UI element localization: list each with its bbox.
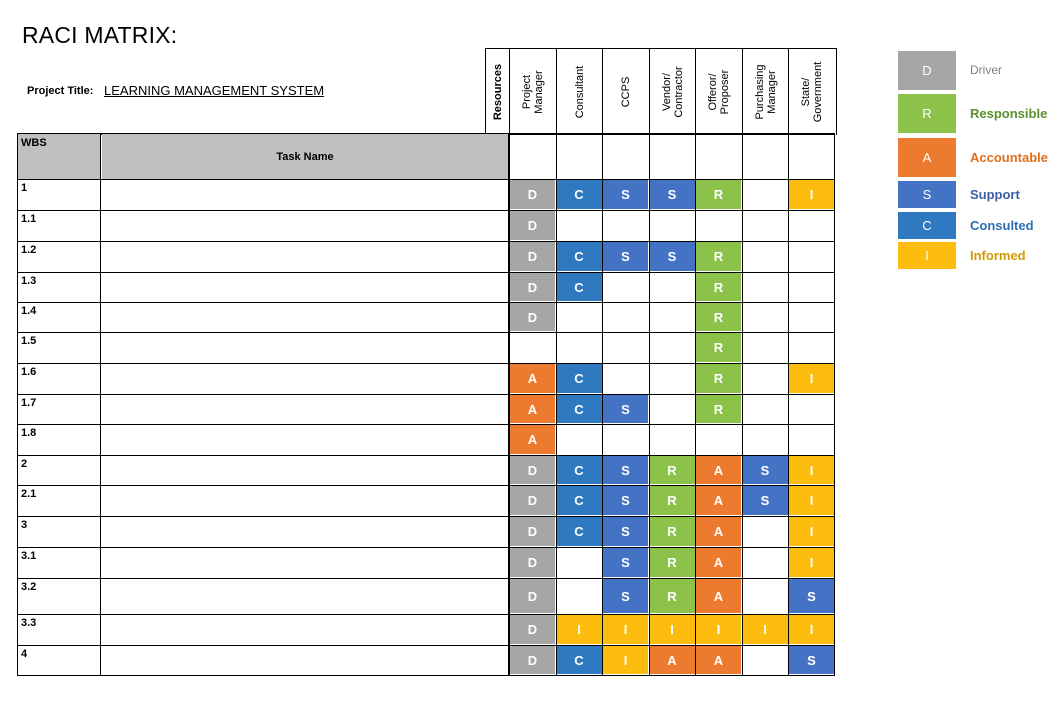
- raci-cell[interactable]: [743, 364, 788, 393]
- task-name-cell[interactable]: [102, 547, 509, 578]
- raci-cell[interactable]: R: [650, 548, 695, 577]
- raci-cell[interactable]: I: [789, 548, 834, 577]
- legend-label: Accountable: [970, 149, 1049, 165]
- raci-cell[interactable]: [603, 333, 648, 362]
- raci-cell[interactable]: [743, 548, 788, 577]
- raci-cell[interactable]: A: [696, 486, 741, 515]
- table-row: [17, 210, 835, 242]
- raci-cell[interactable]: [743, 211, 788, 240]
- raci-cell[interactable]: [603, 211, 648, 240]
- raci-cell[interactable]: [650, 425, 695, 454]
- raci-cell[interactable]: I: [743, 615, 788, 644]
- raci-cell[interactable]: [557, 303, 602, 331]
- raci-cell[interactable]: [557, 333, 602, 362]
- raci-cell[interactable]: [743, 579, 788, 613]
- table-row: [17, 455, 835, 486]
- column-header: [742, 48, 790, 135]
- raci-cell[interactable]: I: [603, 646, 648, 674]
- raci-cell[interactable]: R: [696, 395, 741, 423]
- raci-cell[interactable]: [743, 517, 788, 546]
- table-row: [17, 332, 835, 364]
- raci-cell[interactable]: [789, 425, 834, 454]
- legend-label: Driver: [970, 62, 1002, 77]
- resources-header: [485, 48, 510, 135]
- legend-swatch: S: [898, 181, 956, 208]
- raci-cell[interactable]: D: [510, 646, 555, 674]
- raci-cells: [509, 645, 835, 675]
- raci-cell[interactable]: [650, 303, 695, 331]
- raci-cell[interactable]: C: [557, 646, 602, 674]
- legend-label: Responsible: [970, 105, 1048, 121]
- raci-cell[interactable]: I: [603, 615, 648, 644]
- wbs-cell: 1.7: [17, 394, 101, 424]
- table-row: [17, 578, 835, 615]
- column-header-label: Purchasing Manager: [753, 64, 778, 120]
- raci-cells: [509, 394, 835, 424]
- raci-cell[interactable]: D: [510, 456, 555, 484]
- table-row: [17, 241, 835, 273]
- task-name-cell[interactable]: [102, 302, 509, 332]
- raci-cell[interactable]: [557, 211, 602, 240]
- raci-cell[interactable]: R: [696, 364, 741, 393]
- task-name-cell[interactable]: [102, 645, 509, 675]
- raci-cell[interactable]: D: [510, 517, 555, 546]
- task-name-cell[interactable]: [102, 210, 509, 241]
- raci-cell[interactable]: S: [743, 486, 788, 515]
- raci-cell[interactable]: [789, 333, 834, 362]
- wbs-cell: 3.2: [17, 578, 101, 614]
- raci-cell[interactable]: A: [650, 646, 695, 674]
- task-name-cell[interactable]: [102, 394, 509, 424]
- wbs-cell: 3.3: [17, 614, 101, 645]
- column-header-label: Consultant: [573, 65, 586, 119]
- raci-cell[interactable]: I: [789, 456, 834, 484]
- raci-cell[interactable]: A: [696, 579, 741, 613]
- legend-swatch: C: [898, 212, 956, 239]
- raci-cell[interactable]: S: [603, 486, 648, 515]
- table-row: [17, 424, 835, 456]
- wbs-cell: 2: [17, 455, 101, 485]
- column-header: [556, 48, 604, 135]
- raci-cell[interactable]: S: [603, 180, 648, 209]
- raci-cells: [509, 179, 835, 210]
- raci-cell[interactable]: [603, 273, 648, 301]
- wbs-cell: 3: [17, 516, 101, 547]
- table-row: [17, 547, 835, 579]
- raci-cell[interactable]: R: [696, 273, 741, 301]
- raci-cell[interactable]: S: [603, 579, 648, 613]
- raci-cell[interactable]: D: [510, 486, 555, 515]
- raci-cell[interactable]: [557, 425, 602, 454]
- task-name-cell[interactable]: [102, 272, 509, 302]
- raci-cell[interactable]: I: [789, 364, 834, 393]
- task-name-cell[interactable]: [102, 578, 509, 614]
- task-name-header: Task Name: [102, 134, 509, 179]
- task-name-cell[interactable]: [102, 332, 509, 363]
- raci-cell[interactable]: [603, 425, 648, 454]
- raci-cell[interactable]: D: [510, 579, 555, 613]
- raci-cell[interactable]: [650, 273, 695, 301]
- raci-cell[interactable]: A: [510, 425, 555, 454]
- project-title-value: LEARNING MANAGEMENT SYSTEM: [104, 83, 325, 98]
- raci-cell[interactable]: A: [510, 364, 555, 393]
- raci-cell[interactable]: D: [510, 180, 555, 209]
- column-header-label: Project Manager: [521, 70, 546, 114]
- raci-cell[interactable]: [743, 242, 788, 271]
- table-row: [17, 272, 835, 303]
- raci-cells: [509, 272, 835, 302]
- wbs-cell: 1.6: [17, 363, 101, 394]
- raci-cells: [509, 424, 835, 455]
- wbs-cell: 1.4: [17, 302, 101, 332]
- wbs-cell: 2.1: [17, 485, 101, 516]
- column-header: [509, 48, 557, 135]
- raci-cell[interactable]: C: [557, 517, 602, 546]
- table-row: [17, 394, 835, 425]
- raci-cell[interactable]: R: [650, 517, 695, 546]
- table-row: [17, 645, 835, 676]
- table-row: [17, 614, 835, 646]
- task-name-cell[interactable]: [102, 516, 509, 547]
- raci-cell[interactable]: [789, 303, 834, 331]
- raci-cell[interactable]: S: [789, 579, 834, 613]
- raci-cell[interactable]: S: [789, 646, 834, 674]
- column-header: [602, 48, 650, 135]
- project-title-label: Project Title:: [27, 85, 94, 97]
- raci-cell[interactable]: I: [789, 180, 834, 209]
- raci-cells: [509, 363, 835, 394]
- raci-cell[interactable]: I: [789, 517, 834, 546]
- task-name-cell[interactable]: [102, 485, 509, 516]
- raci-cell[interactable]: D: [510, 273, 555, 301]
- raci-cell[interactable]: A: [696, 548, 741, 577]
- raci-cell[interactable]: [650, 211, 695, 240]
- raci-cell[interactable]: I: [696, 615, 741, 644]
- raci-cell[interactable]: S: [743, 456, 788, 484]
- table-row: [17, 516, 835, 548]
- raci-cell[interactable]: S: [603, 456, 648, 484]
- raci-cell[interactable]: I: [557, 615, 602, 644]
- raci-cell[interactable]: A: [510, 395, 555, 423]
- task-name-cell[interactable]: [102, 455, 509, 485]
- wbs-cell: 1.1: [17, 210, 101, 241]
- column-header: [695, 48, 743, 135]
- raci-cell[interactable]: [650, 395, 695, 423]
- legend-label: Support: [970, 186, 1020, 202]
- page-title: RACI MATRIX:: [22, 22, 178, 48]
- raci-cell[interactable]: R: [696, 180, 741, 209]
- column-header-label: Offeror/ Proposer: [707, 69, 732, 115]
- raci-cell[interactable]: A: [696, 456, 741, 484]
- column-header-label: State/ Government: [800, 61, 825, 123]
- raci-cell[interactable]: C: [557, 486, 602, 515]
- raci-cells: [509, 516, 835, 547]
- raci-cell[interactable]: [789, 395, 834, 423]
- raci-cell[interactable]: [603, 303, 648, 331]
- raci-cell[interactable]: C: [557, 180, 602, 209]
- raci-cell[interactable]: [557, 579, 602, 613]
- raci-cell[interactable]: [743, 646, 788, 674]
- raci-cell[interactable]: R: [650, 456, 695, 484]
- table-row: [17, 179, 835, 211]
- raci-cell[interactable]: C: [557, 242, 602, 271]
- table-row: [17, 302, 835, 333]
- raci-cell[interactable]: [743, 273, 788, 301]
- raci-cell[interactable]: [696, 425, 741, 454]
- legend-label: Informed: [970, 247, 1026, 263]
- raci-cells: [509, 614, 835, 645]
- wbs-cell: 1.2: [17, 241, 101, 272]
- task-name-cell[interactable]: [102, 614, 509, 645]
- raci-cell[interactable]: [743, 395, 788, 423]
- raci-cell[interactable]: C: [557, 273, 602, 301]
- table-row: [17, 485, 835, 517]
- raci-cell[interactable]: S: [650, 242, 695, 271]
- raci-cells: [509, 485, 835, 516]
- raci-cell[interactable]: D: [510, 211, 555, 240]
- column-header-label: CCPS: [620, 76, 633, 108]
- wbs-cell: 1.3: [17, 272, 101, 302]
- raci-cells: [509, 455, 835, 485]
- raci-cell[interactable]: [743, 425, 788, 454]
- task-name-cell[interactable]: [102, 241, 509, 272]
- column-header: [788, 48, 837, 135]
- raci-cell[interactable]: D: [510, 548, 555, 577]
- raci-cell[interactable]: S: [603, 242, 648, 271]
- raci-cell[interactable]: C: [557, 456, 602, 484]
- raci-cell[interactable]: D: [510, 615, 555, 644]
- raci-cell[interactable]: [650, 364, 695, 393]
- raci-cell[interactable]: C: [557, 395, 602, 423]
- legend-label: Consulted: [970, 217, 1034, 233]
- table-header-row: [17, 134, 835, 180]
- wbs-cell: 4: [17, 645, 101, 675]
- raci-cell[interactable]: R: [696, 333, 741, 362]
- wbs-cell: 3.1: [17, 547, 101, 578]
- raci-cell[interactable]: D: [510, 242, 555, 271]
- column-header-label: Vendor/ Contractor: [660, 66, 685, 118]
- wbs-header: WBS: [17, 134, 101, 179]
- wbs-cell: 1: [17, 179, 101, 210]
- raci-cell[interactable]: [557, 548, 602, 577]
- raci-cell[interactable]: [789, 211, 834, 240]
- task-name-cell[interactable]: [102, 179, 509, 210]
- raci-cell[interactable]: A: [696, 646, 741, 674]
- legend-swatch: R: [898, 94, 956, 133]
- raci-cells: [509, 210, 835, 241]
- raci-cell[interactable]: [789, 273, 834, 301]
- legend-swatch: I: [898, 242, 956, 269]
- raci-cell[interactable]: [743, 303, 788, 331]
- raci-cell[interactable]: S: [603, 395, 648, 423]
- table-row: [17, 363, 835, 395]
- raci-cell[interactable]: [743, 180, 788, 209]
- raci-cell[interactable]: [603, 364, 648, 393]
- legend-swatch: A: [898, 138, 956, 177]
- resources-label: Resources: [492, 63, 504, 121]
- column-header: [649, 48, 697, 135]
- raci-cell[interactable]: A: [696, 517, 741, 546]
- raci-cell[interactable]: [789, 242, 834, 271]
- raci-cell[interactable]: R: [650, 486, 695, 515]
- header-cells: [509, 134, 835, 179]
- raci-cells: [509, 578, 835, 614]
- wbs-cell: 1.8: [17, 424, 101, 455]
- raci-cells: [509, 302, 835, 332]
- task-name-cell[interactable]: [102, 363, 509, 394]
- raci-cell[interactable]: I: [789, 615, 834, 644]
- raci-cell[interactable]: S: [603, 548, 648, 577]
- raci-cell[interactable]: C: [557, 364, 602, 393]
- task-name-cell[interactable]: [102, 424, 509, 455]
- raci-cell[interactable]: [510, 333, 555, 362]
- raci-cell[interactable]: R: [650, 579, 695, 613]
- raci-cells: [509, 332, 835, 363]
- raci-cells: [509, 241, 835, 272]
- legend-swatch: D: [898, 51, 956, 90]
- raci-cell[interactable]: S: [603, 517, 648, 546]
- raci-cell[interactable]: [650, 333, 695, 362]
- raci-cell[interactable]: D: [510, 303, 555, 331]
- raci-cells: [509, 547, 835, 578]
- raci-cell[interactable]: I: [650, 615, 695, 644]
- raci-cell[interactable]: I: [789, 486, 834, 515]
- raci-cell[interactable]: [696, 211, 741, 240]
- raci-cell[interactable]: S: [650, 180, 695, 209]
- raci-cell[interactable]: R: [696, 242, 741, 271]
- raci-cell[interactable]: R: [696, 303, 741, 331]
- wbs-cell: 1.5: [17, 332, 101, 363]
- raci-cell[interactable]: [743, 333, 788, 362]
